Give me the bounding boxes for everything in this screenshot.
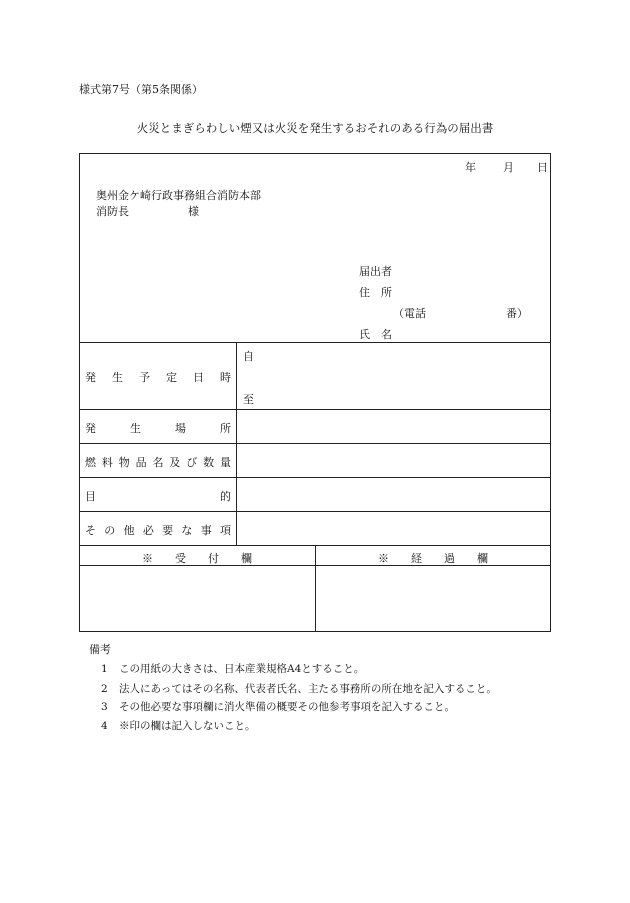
notifier-phone-open: （電話 xyxy=(393,307,426,320)
place-label: 発 生 場 所 xyxy=(85,422,231,435)
row-divider xyxy=(79,443,551,444)
notifier-address-label: 住 所 xyxy=(359,286,392,299)
date-year: 年 xyxy=(465,161,476,174)
note-item: 4 ※印の欄は記入しないこと。 xyxy=(101,720,256,732)
addressee-title: 消防長 xyxy=(96,205,129,218)
fuel-label: 燃 料 物 品 名 及 び 数 量 xyxy=(85,456,231,469)
reception-column-header: ※ 受 付 欄 xyxy=(142,552,252,565)
note-item: 2 法人にあってはその名称、代表者氏名、主たる事務所の所在地を記入すること。 xyxy=(101,683,497,695)
progress-column-header: ※ 経 過 欄 xyxy=(378,552,488,565)
other-label: そ の 他 必 要 な 事 項 xyxy=(85,524,231,537)
note-item: 1 この用紙の大きさは、日本産業規格A4とすること。 xyxy=(101,663,365,675)
notifier-name-label: 氏 名 xyxy=(359,328,392,341)
row-divider xyxy=(79,511,551,512)
notifier-phone-close: 番） xyxy=(506,307,528,320)
note-item: 3 その他必要な事項欄に消火準備の概要その他参考事項を記入すること。 xyxy=(101,701,455,713)
form-number: 様式第7号（第5条関係） xyxy=(79,83,203,96)
purpose-label: 目 的 xyxy=(85,490,231,503)
row-divider xyxy=(79,477,551,478)
datetime-label: 発 生 予 定 日 時 xyxy=(85,371,231,384)
addressee-honorific: 様 xyxy=(188,205,199,218)
notifier-heading: 届出者 xyxy=(359,265,392,278)
document-title: 火災とまぎらわしい煙又は火災を発生するおそれのある行為の届出書 xyxy=(136,121,494,135)
datetime-to-label: 至 xyxy=(243,393,254,406)
date-month: 月 xyxy=(503,161,514,174)
addressee-organization: 奥州金ケ崎行政事務組合消防本部 xyxy=(96,189,261,202)
datetime-from-label: 自 xyxy=(243,350,254,363)
row-divider xyxy=(79,409,551,410)
label-column-divider xyxy=(236,342,237,545)
notes-heading: 備考 xyxy=(89,643,111,656)
date-day: 日 xyxy=(537,161,548,174)
row-divider xyxy=(79,342,551,343)
